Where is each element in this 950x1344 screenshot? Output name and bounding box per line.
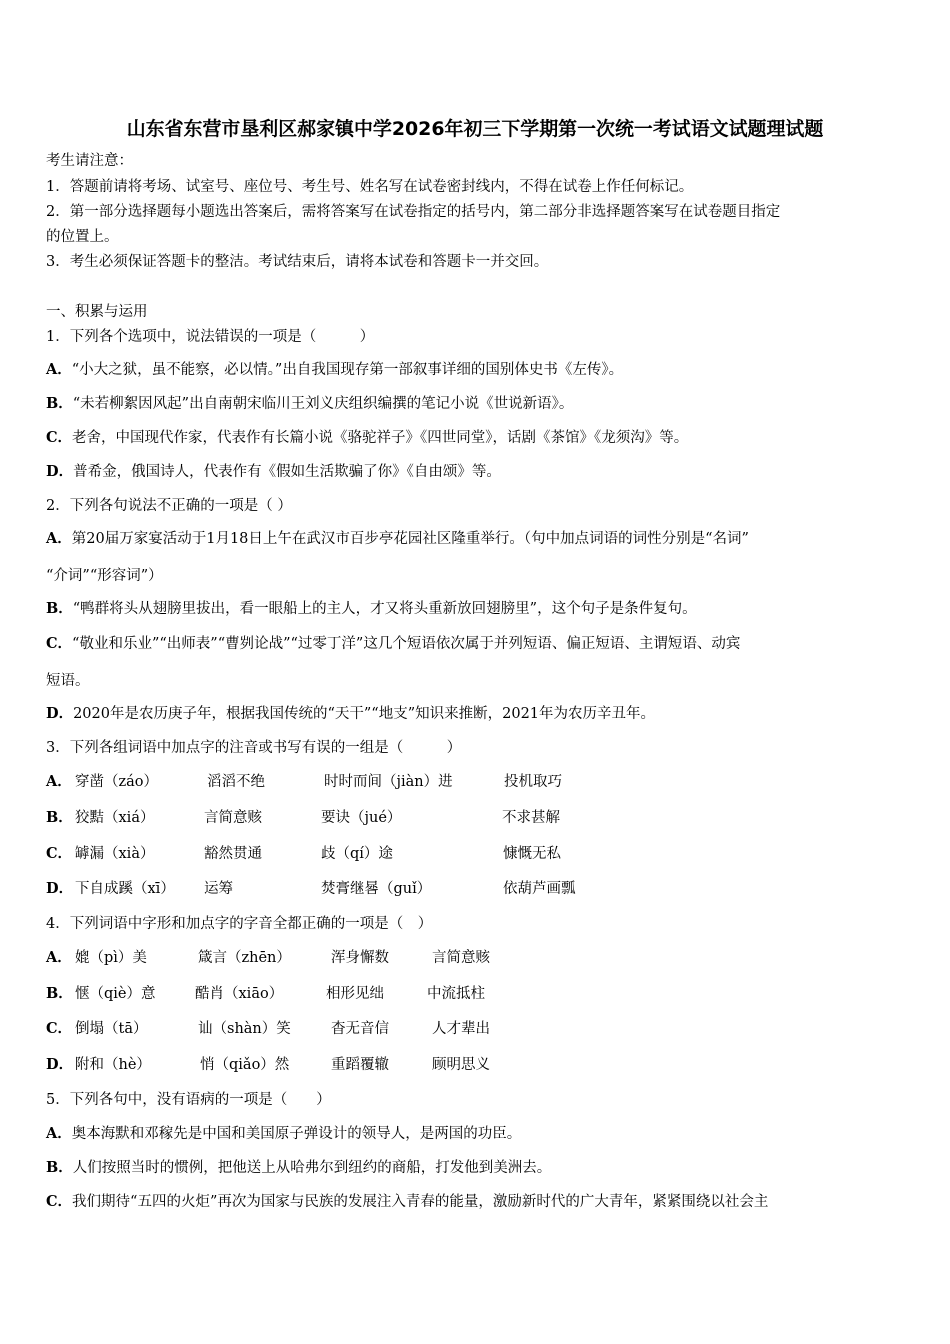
option	[46, 599, 697, 619]
option-cell: 投机取巧	[504, 774, 562, 790]
page-title: 山东省东营市垦利区郝家镇中学2026年初三下学期第一次统一考试语文试题理试题	[126, 118, 824, 140]
option	[46, 394, 573, 414]
option-cell: 箴言（zhēn）	[198, 950, 291, 966]
option-text: “未若柳絮因风起”出自南朝宋临川王刘义庆组织编撰的笔记小说《世说新语》。	[72, 396, 574, 412]
option-cell: 运筹	[204, 881, 233, 897]
option	[46, 1158, 551, 1178]
option-continuation: 短语。	[46, 673, 90, 689]
option-cell: 不求甚解	[502, 810, 560, 826]
option-cell: 依葫芦画瓢	[503, 881, 576, 897]
option	[46, 428, 688, 448]
option-label: B．	[46, 600, 73, 617]
option-text: 2020年是农历庚子年，根据我国传统的“天干”“地支”知识来推断，2021年为农历辛丑年。	[73, 706, 656, 722]
option-label: D．	[46, 1056, 74, 1073]
option-label: A．	[46, 1125, 72, 1142]
option-cell: 杳无音信	[331, 1021, 389, 1037]
option-label: A．	[46, 949, 72, 966]
option-label: C．	[46, 1020, 73, 1037]
question-stem: 5．下列各句中，没有语病的一项是（ ）	[46, 1092, 331, 1108]
option-text: 奥本海默和邓稼先是中国和美国原子弹设计的领导人，是两国的功臣。	[71, 1126, 522, 1142]
question-stem: 1．下列各个选项中，说法错误的一项是（ ）	[46, 329, 375, 345]
option	[46, 1124, 521, 1144]
option-label: A．	[46, 361, 72, 378]
option-text: 人们按照当时的惯例，把他送上从哈弗尔到纽约的商船，打发他到美洲去。	[72, 1160, 552, 1176]
option-cell: 狡黠（xiá）	[75, 810, 155, 826]
option-cell: 酷肖（xiāo）	[195, 986, 284, 1002]
option-continuation: “介词”“形容词”）	[46, 568, 163, 584]
option-text: 普希金，俄国诗人，代表作有《假如生活欺骗了你》《自由颂》等。	[73, 464, 501, 480]
option-cell: 言简意赅	[432, 950, 490, 966]
option-cell: 焚膏继晷（guǐ）	[321, 881, 432, 897]
option	[46, 462, 501, 482]
option-cell: 歧（qí）途	[321, 846, 393, 862]
option-cell: 豁然贯通	[204, 846, 262, 862]
option-cell: 惬（qiè）意	[75, 986, 156, 1002]
option-cell: 言简意赅	[204, 810, 262, 826]
option-label: D．	[46, 880, 74, 897]
option-cell: 媲（pì）美	[75, 950, 147, 966]
option-cell: 重蹈覆辙	[331, 1057, 389, 1073]
option-label: C．	[46, 429, 73, 446]
option-label: B．	[46, 809, 73, 826]
option-label: C．	[46, 845, 73, 862]
option-cell: 要诀（jué）	[321, 810, 402, 826]
option-cell: 人才辈出	[432, 1021, 490, 1037]
option-label: A．	[46, 530, 72, 547]
option-cell: 罅漏（xià）	[75, 846, 155, 862]
option	[46, 634, 740, 654]
option-label: C．	[46, 1193, 73, 1210]
option-cell: 中流抵柱	[427, 986, 485, 1002]
option	[46, 529, 749, 549]
option-label: B．	[46, 395, 73, 412]
option	[46, 360, 623, 380]
option-label: B．	[46, 985, 73, 1002]
option-label: B．	[46, 1159, 73, 1176]
option-cell: 慷慨无私	[503, 846, 561, 862]
option-cell: 悄（qiǎo）然	[200, 1057, 290, 1073]
option-text: 老舍，中国现代作家，代表作有长篇小说《骆驼祥子》《四世同堂》，话剧《茶馆》《龙须沟》等。	[72, 430, 689, 446]
option-text: “小大之狱，虽不能察，必以情。”出自我国现存第一部叙事详细的国别体史书《左传》。	[71, 362, 624, 378]
option-cell: 顾明思义	[432, 1057, 490, 1073]
option-cell: 相形见绌	[326, 986, 384, 1002]
option-cell: 时时而间（jiàn）进	[324, 774, 453, 790]
notice-item: 的位置上。	[46, 229, 119, 245]
option-cell: 穿凿（záo）	[75, 774, 159, 790]
option-cell: 倒塌（tā）	[75, 1021, 148, 1037]
option-label: C．	[46, 635, 73, 652]
notice-item: 3．考生必须保证答题卡的整洁。考试结束后，请将本试卷和答题卡一并交回。	[46, 254, 549, 270]
option-cell: 滔滔不绝	[207, 774, 265, 790]
notice-heading: 考生请注意：	[46, 153, 133, 169]
option-label: D．	[46, 463, 74, 480]
option-cell: 浑身懈数	[331, 950, 389, 966]
notice-item: 2．第一部分选择题每小题选出答案后，需将答案写在试卷指定的括号内，第二部分非选择题答案写在试卷题目指定	[46, 204, 781, 220]
notice-item: 1．答题前请将考场、试室号、座位号、考生号、姓名写在试卷密封线内，不得在试卷上作任何标记。	[46, 179, 694, 195]
option-text: 第20届万家宴活动于1月18日上午在武汉市百步亭花园社区隆重举行。（句中加点词语的词性分别是“名词”	[71, 531, 749, 547]
option-cell: 附和（hè）	[75, 1057, 151, 1073]
question-stem: 2．下列各句说法不正确的一项是（ ）	[46, 498, 292, 514]
section-heading: 一、积累与运用	[46, 304, 148, 320]
option-text: “鸭群将头从翅膀里拔出，看一眼船上的主人，才又将头重新放回翅膀里”，这个句子是条件复句。	[72, 601, 697, 617]
option-text: 我们期待“五四的火炬”再次为国家与民族的发展注入青春的能量，激励新时代的广大青年，紧紧围绕以社会主	[72, 1194, 769, 1210]
option	[46, 1192, 768, 1212]
option-label: A．	[46, 773, 72, 790]
question-stem: 4．下列词语中字形和加点字的字音全都正确的一项是（ ）	[46, 916, 433, 932]
question-stem: 3．下列各组词语中加点字的注音或书写有误的一组是（ ）	[46, 740, 462, 756]
option-cell: 讪（shàn）笑	[198, 1021, 291, 1037]
option-label: D．	[46, 705, 74, 722]
option	[46, 704, 655, 724]
option-text: “敬业和乐业”“出师表”“曹刿论战”“过零丁洋”这几个短语依次属于并列短语、偏正短语、主谓短语、动宾	[72, 636, 741, 652]
option-cell: 下自成蹊（xī）	[75, 881, 175, 897]
